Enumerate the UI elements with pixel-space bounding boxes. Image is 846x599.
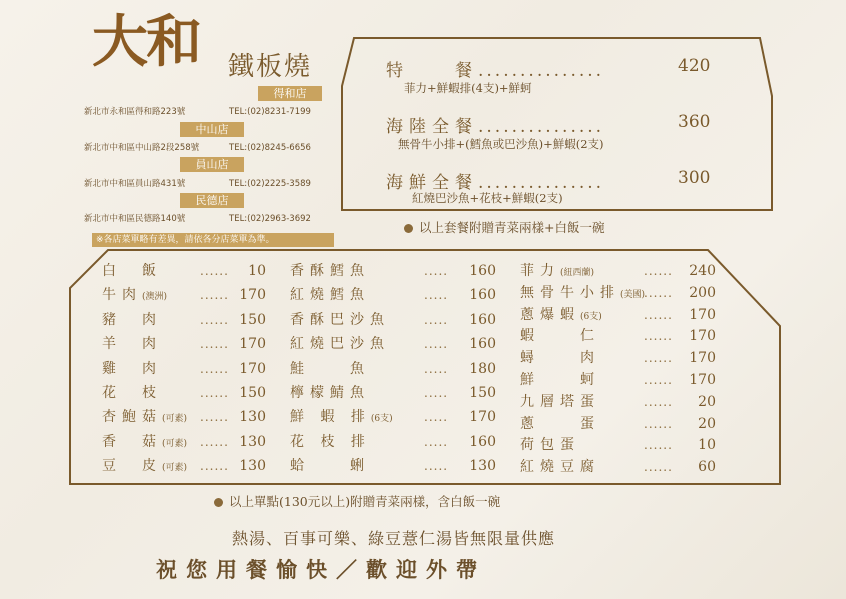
a-la-carte-box [68,248,782,486]
menu-item-dots: ...... [200,312,229,327]
menu-item [520,413,720,435]
menu-item [290,333,500,355]
menu-item [520,391,720,413]
menu-item-price: 170 [239,360,266,377]
menu-item [102,382,270,404]
menu-item-note: (美國) [620,289,646,300]
menu-item-name: 牛肉(澳洲) [102,287,168,304]
menu-item-price: 180 [469,360,496,377]
menu-item-price: 130 [239,409,266,426]
menu-item [102,358,270,380]
menu-item-price: 20 [698,415,716,432]
menu-item-dots: ..... [424,459,449,474]
menu-item-name: 花 枝 [102,385,162,401]
branch-address: 新北市中和區民德路140號 [84,214,186,224]
menu-item-dots: ...... [644,351,673,366]
menu-item-price: 160 [469,311,496,328]
menu-item-name: 菲力(紐西蘭) [520,263,595,279]
menu-item-name: 豬 肉 [102,311,162,328]
branch-tag-dehe: 得和店 [258,86,322,101]
menu-item [290,358,500,380]
set-description: 菲力+鮮蝦排(4支)+鮮蚵 [404,81,532,95]
menu-item-name: 香 菇(可素) [102,433,188,450]
menu-item-name: 蔥爆蝦(6支) [520,306,602,323]
menu-item-price: 60 [698,459,716,476]
menu-item-price: 150 [469,385,496,401]
menu-item-price: 170 [689,306,716,323]
menu-item-dots: ...... [644,307,673,322]
menu-item [520,304,720,326]
menu-item-price: 200 [689,284,716,301]
free-drinks-text: 熱湯、百事可樂、綠豆薏仁湯皆無限量供應 [232,529,556,548]
branch-tag-minde: 民德店 [180,193,244,208]
menu-item-dots: ...... [200,386,229,400]
branch-address: 新北市中和區員山路431號 [84,179,186,189]
menu-item-price: 160 [469,336,496,353]
menu-item-dots: ..... [424,337,449,352]
menu-item-price: 20 [698,393,716,410]
set-dots: ............... [478,117,605,137]
menu-item-note: (6支) [580,311,602,322]
branch-info-dehe [84,105,324,117]
menu-item [520,260,720,282]
menu-item [102,260,270,282]
menu-item-name: 紅燒巴沙魚 [290,336,390,353]
menu-item [102,309,270,331]
set-note-text: 以上套餐附贈青菜兩樣+白飯一碗 [419,220,605,235]
menu-item [290,260,500,282]
menu-item-name: 荷包蛋 [520,437,580,454]
set-name: 海陸全餐 [386,117,478,137]
menu-item-dots: ...... [200,337,229,352]
menu-item-note: (6支) [370,414,393,425]
menu-item-name: 鮭 魚 [290,360,370,377]
menu-item-name: 九層塔蛋 [520,393,600,410]
menu-item-dots: ...... [644,394,673,409]
menu-item-name: 紅燒豆腐 [520,459,600,476]
branch-note: ※各店菜單略有差異，請依各分店菜單為準。 [92,233,334,247]
menu-item-dots: ...... [644,416,673,431]
menu-item-name: 檸檬鯖魚 [290,385,370,401]
menu-item [290,431,500,453]
set-price: 300 [678,168,711,188]
branch-tag-zhongshan: 中山店 [180,122,244,137]
menu-item [290,309,500,331]
set-dots: ............... [478,61,605,81]
restaurant-logo: 大和 [92,9,200,75]
branch-info-zhongshan [84,141,324,153]
menu-item-price: 170 [469,409,496,426]
menu-item-note: (澳洲) [142,292,168,303]
menu-item-dots: ...... [644,460,673,475]
branch-tag-yuanshan: 員山店 [180,157,244,172]
menu-item-dots: ...... [644,329,673,344]
menu-item-note: (可素) [162,463,188,474]
branch-tel: TEL:(02)2963-3692 [229,214,311,224]
menu-item-dots: ...... [644,438,673,453]
menu-item-name: 紅燒鱈魚 [290,287,370,304]
menu-item-name: 杏鮑菇(可素) [102,409,188,426]
menu-item-dots: ..... [424,410,449,425]
set-row [386,56,716,81]
menu-item-note: (可素) [162,438,188,449]
menu-item-dots: ...... [200,264,229,278]
menu-item-dots: ...... [200,288,229,303]
menu-item-price: 160 [469,263,496,279]
branch-address: 新北市中和區中山路2段258號 [84,143,200,153]
menu-item-name: 蔥 蛋 [520,415,600,432]
menu-item [102,406,270,428]
set-name: 海鮮全餐 [386,173,478,193]
branch-info-minde [84,212,324,224]
menu-item-name: 豆 皮(可素) [102,458,188,475]
menu-item-price: 170 [689,372,716,388]
menu-item-name: 鮮 蚵 [520,372,600,388]
single-note-text: 以上單點(130元以上)附贈青菜兩樣，含白飯一碗 [229,494,501,509]
set-meal-box [340,36,774,212]
restaurant-subtitle: 鐵板燒 [228,52,313,82]
menu-item-dots: ..... [424,288,449,303]
branch-tel: TEL:(02)8231-7199 [229,107,311,117]
set-meal-note [404,218,604,236]
menu-item-name: 無骨牛小排(美國) [520,284,646,301]
menu-item [102,284,270,306]
menu-item-dots: ..... [424,361,449,376]
menu-item-price: 240 [689,263,716,279]
set-description: 紅燒巴沙魚+花枝+鮮蝦(2支) [412,191,563,205]
closing-text: 祝您用餐愉快／歡迎外帶 [156,557,486,582]
menu-item [102,455,270,477]
menu-item-name: 香酥巴沙魚 [290,311,390,328]
menu-item [520,325,720,347]
menu-item-price: 130 [469,458,496,475]
set-dots: ............... [478,173,605,193]
menu-item-price: 170 [689,328,716,345]
menu-item [290,406,500,428]
branch-info-yuanshan [84,177,324,189]
menu-item [290,455,500,477]
menu-item-name: 香酥鱈魚 [290,263,370,279]
menu-item [290,382,500,404]
menu-item-name: 雞 肉 [102,360,162,377]
set-price: 420 [678,56,711,76]
menu-item-price: 160 [469,433,496,450]
menu-item-price: 170 [239,287,266,304]
menu-item-price: 160 [469,287,496,304]
menu-item [520,282,720,304]
menu-item-dots: ..... [424,434,449,449]
menu-item-price: 170 [239,336,266,353]
menu-item-name: 鮮 蝦 排(6支) [290,409,393,426]
menu-item-price: 150 [239,385,266,401]
menu-item-price: 170 [689,350,716,367]
menu-item-dots: ...... [200,459,229,474]
menu-item-price: 10 [248,263,266,279]
menu-item-name: 蛤 蜊 [290,458,370,475]
menu-item-dots: ...... [200,434,229,449]
menu-item-price: 150 [239,311,266,328]
menu-item [102,333,270,355]
menu-item-price: 130 [239,458,266,475]
branch-address: 新北市永和區得和路223號 [84,107,186,117]
menu-item-price: 130 [239,433,266,450]
menu-item-price: 10 [698,437,716,454]
menu-item [290,284,500,306]
set-name: 特 餐 [386,61,478,81]
menu-item-dots: ..... [424,386,449,400]
branch-tel: TEL:(02)8245-6656 [229,143,311,153]
bullet-icon [214,498,223,507]
menu-item-name: 蝦 仁 [520,328,600,345]
set-description: 無骨牛小排+(鱈魚或巴沙魚)+鮮蝦(2支) [398,137,604,151]
menu-item-name: 羊 肉 [102,336,162,353]
menu-item-name: 花 枝 排 [290,433,371,450]
menu-item-dots: ..... [424,264,449,278]
menu-item-dots: ...... [644,264,673,278]
menu-item [520,456,720,478]
menu-item-dots: ...... [644,373,673,387]
menu-item [520,369,720,391]
menu-item-dots: ...... [200,361,229,376]
menu-item-dots: ...... [200,410,229,425]
set-row [386,112,716,137]
menu-item-dots: ...... [644,285,673,300]
single-item-note [214,492,500,510]
menu-item [520,434,720,456]
menu-item-note: (紐西蘭) [560,268,595,278]
branch-tel: TEL:(02)2225-3589 [229,179,311,189]
set-price: 360 [678,112,711,132]
menu-item-name: 白 飯 [102,263,162,279]
menu-item-note: (可素) [162,414,188,425]
bullet-icon [404,224,413,233]
menu-item [520,347,720,369]
menu-item-dots: ..... [424,312,449,327]
menu-item-name: 蟳 肉 [520,350,600,367]
menu-item [102,431,270,453]
